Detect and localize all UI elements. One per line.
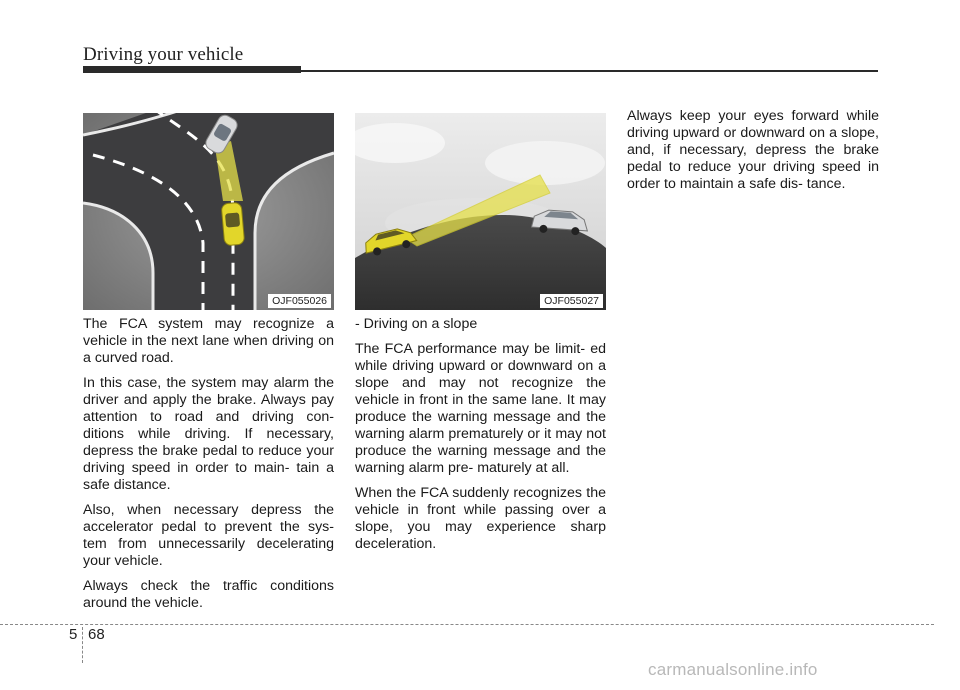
paragraph: Always check the traffic conditions around the vehicle. <box>83 578 334 611</box>
figure-slope <box>355 113 606 310</box>
paragraph: Also, when necessary depress the accelerator pedal to prevent the sys- tem from unnecessarily decelerating your vehicle. <box>83 502 334 569</box>
text-column-2 <box>355 316 606 561</box>
paragraph: In this case, the system may alarm the driver and apply the brake. Always pay attention to road and driving con- ditions while driving. If necessary, depress the brake pedal to reduce your driving speed in order to main- tain a safe distance. <box>83 375 334 493</box>
curved-road-illustration <box>83 113 334 310</box>
figure-code: OJF055026 <box>268 294 331 308</box>
figure-curved-road <box>83 113 334 310</box>
footer-divider <box>82 627 83 663</box>
chapter-number: 5 <box>69 626 78 643</box>
page-header-title: Driving your vehicle <box>83 44 244 65</box>
paragraph: The FCA performance may be limit- ed while driving upward or downward on a slope and may not recognize the vehicle in front in the same lane. It may produce the warning message and the warning alarm prematurely or it may not produce the warning message and the warning alarm pre- maturely at all. <box>355 341 606 476</box>
paragraph: Always keep your eyes forward while driving upward or downward on a slope, and, if necessary, depress the brake pedal to reduce your driving speed in order to maintain a safe dis- tance. <box>627 108 879 192</box>
paragraph: When the FCA suddenly recognizes the vehicle in front while passing over a slope, you may experience sharp deceleration. <box>355 485 606 552</box>
page-number: 68 <box>88 626 105 643</box>
watermark: carmanualsonline.info <box>648 660 818 679</box>
paragraph: - Driving on a slope <box>355 316 478 332</box>
footer-rule <box>0 624 934 625</box>
header-bar <box>83 66 301 73</box>
paragraph: The FCA system may recognize a vehicle in the next lane when driving on a curved road. <box>83 316 334 366</box>
header-rule <box>301 70 878 72</box>
text-column-3 <box>627 108 879 201</box>
slope-illustration <box>355 113 606 310</box>
figure-code: OJF055027 <box>540 294 603 308</box>
text-column-1 <box>83 316 334 620</box>
